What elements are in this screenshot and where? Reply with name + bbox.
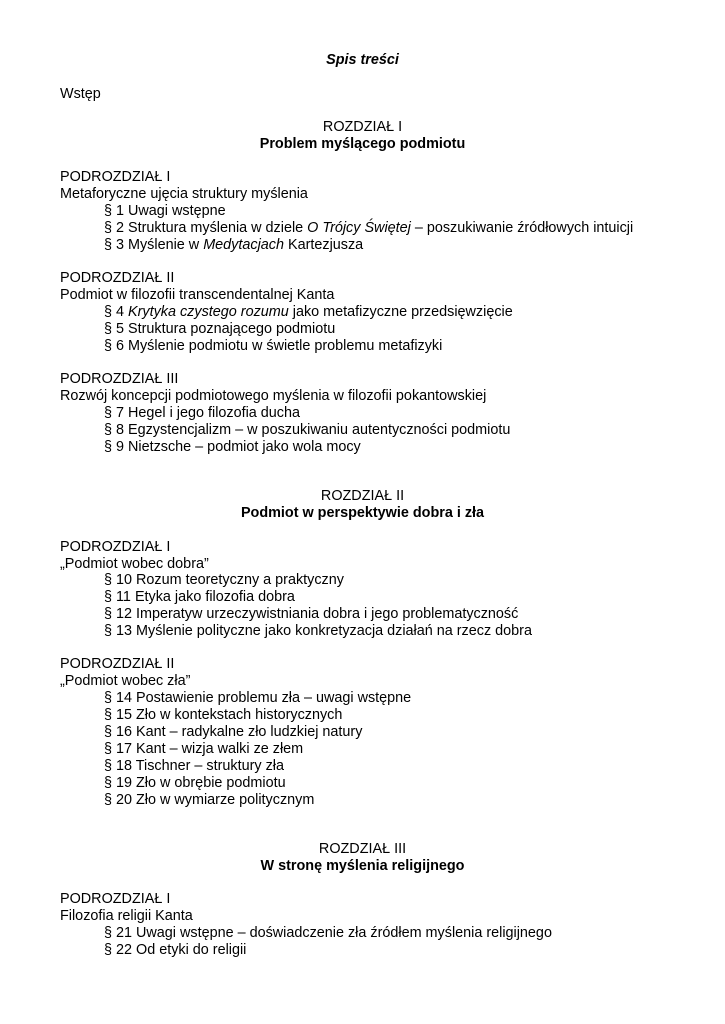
toc-item-3: § 3 Myślenie w Medytacjach Kartezjusza: [104, 237, 364, 253]
toc-item-19: § 19 Zło w obrębie podmiotu: [104, 775, 286, 791]
toc-item-15: § 15 Zło w kontekstach historycznych: [104, 707, 343, 723]
toc-item-5: § 5 Struktura poznającego podmiotu: [104, 321, 336, 337]
intro-entry: Wstęp: [60, 86, 101, 102]
ch1-subchapter-2-title: Podmiot w filozofii transcendentalnej Kanta: [60, 287, 335, 303]
toc-item-16: § 16 Kant – radykalne zło ludzkiej natury: [104, 724, 363, 740]
toc-item-18: § 18 Tischner – struktury zła: [104, 758, 284, 774]
chapter-3-title: W stronę myślenia religijnego: [260, 858, 465, 874]
toc-item-2: § 2 Struktura myślenia w dziele O Trójcy Świętej – poszukiwanie źródłowych intuicji: [104, 220, 634, 236]
toc-item-21: § 21 Uwagi wstępne – doświadczenie zła źródłem myślenia religijnego: [104, 925, 552, 941]
toc-item-8: § 8 Egzystencjalizm – w poszukiwaniu autentyczności podmiotu: [104, 422, 511, 438]
toc-item-9: § 9 Nietzsche – podmiot jako wola mocy: [104, 439, 361, 455]
toc-item-4: § 4 Krytyka czystego rozumu jako metafizyczne przedsięwzięcie: [104, 304, 513, 320]
toc-item-12: § 12 Imperatyw urzeczywistniania dobra i jego problematyczność: [104, 606, 519, 622]
ch2-subchapter-1-title: „Podmiot wobec dobra”: [60, 556, 209, 572]
ch1-subchapter-2-label: PODROZDZIAŁ II: [60, 270, 175, 286]
chapter-1-label: ROZDZIAŁ I: [322, 119, 403, 135]
ch2-subchapter-2-title: „Podmiot wobec zła”: [60, 673, 191, 689]
toc-item-6: § 6 Myślenie podmiotu w świetle problemu metafizyki: [104, 338, 443, 354]
ch3-subchapter-1-label: PODROZDZIAŁ I: [60, 891, 171, 907]
ch1-subchapter-1-label: PODROZDZIAŁ I: [60, 169, 171, 185]
toc-item-14: § 14 Postawienie problemu zła – uwagi wstępne: [104, 690, 412, 706]
toc-item-20: § 20 Zło w wymiarze politycznym: [104, 792, 315, 808]
toc-title: Spis treści: [326, 52, 399, 68]
chapter-1-title: Problem myślącego podmiotu: [259, 136, 466, 152]
toc-item-22: § 22 Od etyki do religii: [104, 942, 247, 958]
toc-item-7: § 7 Hegel i jego filozofia ducha: [104, 405, 301, 421]
ch1-subchapter-1-title: Metaforyczne ujęcia struktury myślenia: [60, 186, 308, 202]
ch2-subchapter-2-label: PODROZDZIAŁ II: [60, 656, 175, 672]
ch1-subchapter-3-title: Rozwój koncepcji podmiotowego myślenia w filozofii pokantowskiej: [60, 388, 487, 404]
toc-item-11: § 11 Etyka jako filozofia dobra: [104, 589, 295, 605]
chapter-3-label: ROZDZIAŁ III: [318, 841, 407, 857]
toc-item-10: § 10 Rozum teoretyczny a praktyczny: [104, 572, 344, 588]
toc-item-1: § 1 Uwagi wstępne: [104, 203, 226, 219]
chapter-2-label: ROZDZIAŁ II: [320, 488, 405, 504]
ch2-subchapter-1-label: PODROZDZIAŁ I: [60, 539, 171, 555]
toc-item-17: § 17 Kant – wizja walki ze złem: [104, 741, 304, 757]
ch3-subchapter-1-title: Filozofia religii Kanta: [60, 908, 193, 924]
chapter-2-title: Podmiot w perspektywie dobra i zła: [240, 505, 485, 521]
ch1-subchapter-3-label: PODROZDZIAŁ III: [60, 371, 179, 387]
toc-item-13: § 13 Myślenie polityczne jako konkretyzacja działań na rzecz dobra: [104, 623, 532, 639]
